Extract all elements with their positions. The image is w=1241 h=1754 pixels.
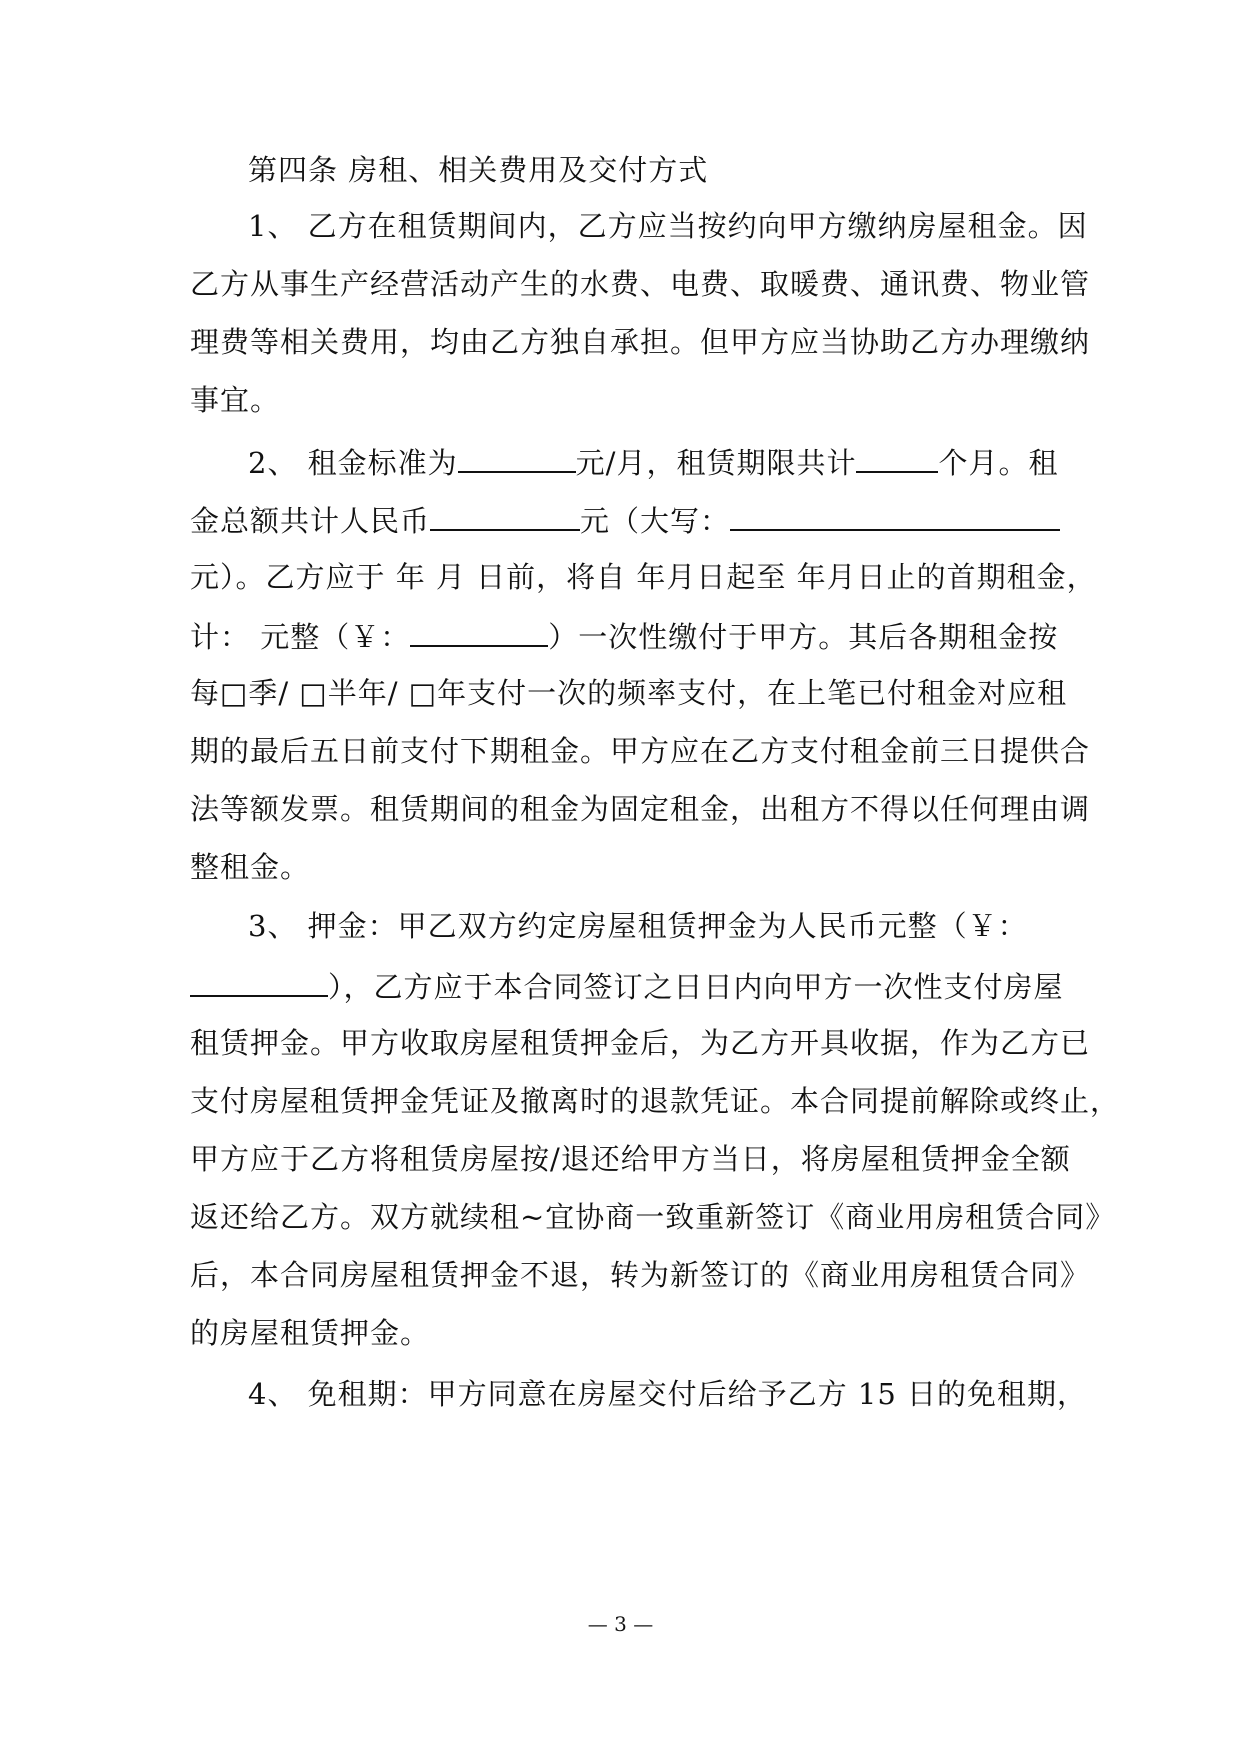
blank-field[interactable] [430,499,580,531]
page-number: — 3 — [587,1612,654,1636]
paragraph-line: 理费等相关费用，均由乙方独自承担。但甲方应当协助乙方办理缴纳 [190,325,1091,359]
paragraph-line: 整租金。 [190,850,311,884]
text-segment: 个月。租 [938,446,1059,480]
text-segment: 2、 租金标准为 [248,446,458,480]
text-segment: 元（大写： [580,504,731,538]
text-segment: 金总额共计人民币 [190,504,431,538]
paragraph-line: 甲方应于乙方将租赁房屋按/退还给甲方当日，将房屋租赁押金全额 [190,1142,1071,1176]
paragraph-line: 返还给乙方。双方就续租~宜协商一致重新签订《商业用房租赁合同》 [190,1200,1116,1234]
paragraph-line [190,499,1060,541]
paragraph-line: 支付房屋租赁押金凭证及撤离时的退款凭证。本合同提前解除或终止， [190,1084,1121,1118]
paragraph-line: 每□季/ □半年/ □年支付一次的频率支付，在上笔已付租金对应租 [190,676,1068,710]
text-segment: 计： 元整（￥： [190,620,411,654]
blank-field[interactable] [856,441,938,473]
blank-field[interactable] [730,499,1060,531]
paragraph-line: 1、 乙方在租赁期间内，乙方应当按约向甲方缴纳房屋租金。因 [248,209,1088,243]
paragraph-line [190,615,1058,657]
paragraph-line: 的房屋租赁押金。 [190,1316,431,1350]
paragraph-line: 事宜。 [190,383,281,417]
section-title: 第四条 房租、相关费用及交付方式 [248,153,709,187]
paragraph-line: 4、 免租期：甲方同意在房屋交付后给予乙方 15 日的免租期， [248,1377,1088,1411]
text-segment: ）一次性缴付于甲方。其后各期租金按 [548,620,1059,654]
paragraph-line: 法等额发票。租赁期间的租金为固定租金，出租方不得以任何理由调 [190,792,1091,826]
blank-field[interactable] [458,441,576,473]
paragraph-line [248,441,1058,483]
paragraph-line: 元）。乙方应于 年 月 日前，将自 年月日起至 年月日止的首期租金， [190,560,1097,594]
paragraph-line: 乙方从事生产经营活动产生的水费、电费、取暖费、通讯费、物业管 [190,267,1091,301]
text-segment: ），乙方应于本合同签订之日日内向甲方一次性支付房屋 [328,970,1064,1004]
paragraph-line: 后，本合同房屋租赁押金不退，转为新签订的《商业用房租赁合同》 [190,1258,1091,1292]
paragraph-line: 3、 押金：甲乙双方约定房屋租赁押金为人民币元整（￥： [248,909,1028,943]
paragraph-line: 租赁押金。甲方收取房屋租赁押金后，为乙方开具收据，作为乙方已 [190,1026,1091,1060]
paragraph-line [190,965,1064,1007]
blank-field[interactable] [190,965,328,997]
blank-field[interactable] [410,615,548,647]
paragraph-line: 期的最后五日前支付下期租金。甲方应在乙方支付租金前三日提供合 [190,734,1091,768]
text-segment: 元/月，租赁期限共计 [575,446,857,480]
